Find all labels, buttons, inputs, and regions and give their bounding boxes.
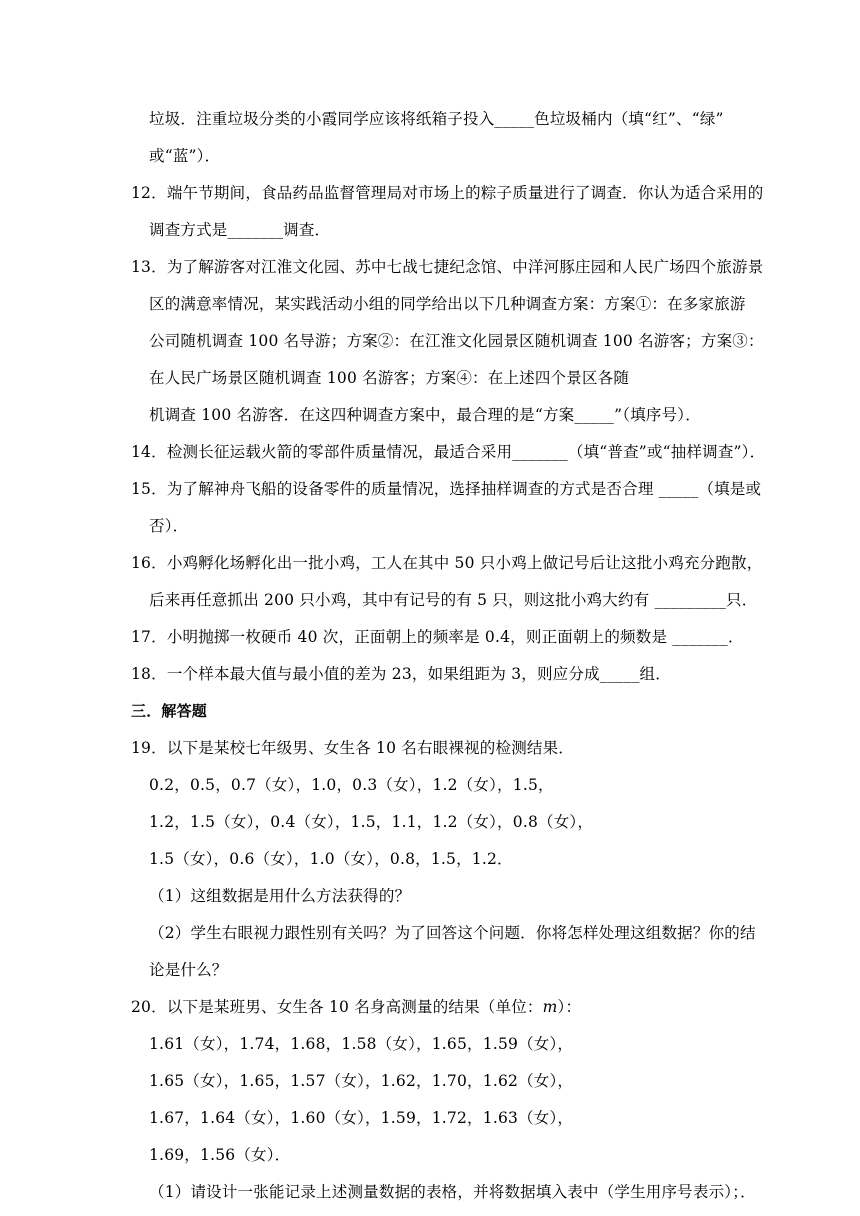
question-18: 18．一个样本最大值与最小值的差为 23，如果组距为 3，则应分成_____组． xyxy=(131,665,671,683)
question-20 xyxy=(131,996,581,1018)
question-12-line1: 12．端午节期间，食品药品监督管理局对市场上的粽子质量进行了调查．你认为适合采用的 xyxy=(131,184,764,202)
question-16-line2: 后来再任意抓出 200 只小鸡，其中有记号的有 5 只，则这批小鸡大约有 _________只． xyxy=(149,591,758,609)
question-19-sub1: （1）这组数据是用什么方法获得的？ xyxy=(149,887,411,905)
question-12-line2: 调查方式是_______调查． xyxy=(149,221,331,239)
question-20-text: 20．以下是某班男、女生各 10 名身高测量的结果（单位： xyxy=(131,998,543,1016)
question-14: 14．检测长征运载火箭的零部件质量情况，最适合采用_______（填“普查”或“抽样调查”）． xyxy=(131,443,766,461)
question-13-line4: 在人民广场景区随机调查 100 名游客；方案④：在上述四个景区各随 xyxy=(149,369,630,387)
q11-continuation-line1: 垃圾．注重垃圾分类的小霞同学应该将纸箱子投入_____色垃圾桶内（填“红”、“绿” xyxy=(149,110,724,128)
question-20-data-line3: 1.67，1.64（女），1.60（女），1.59，1.72，1.63（女）， xyxy=(149,1109,574,1127)
question-20-text-end: ）： xyxy=(557,998,582,1016)
question-20-sub1: （1）请设计一张能记录上述测量数据的表格，并将数据填入表中（学生用序号表示）；． xyxy=(149,1183,756,1201)
question-13-line3: 公司随机调查 100 名导游；方案②：在江淮文化园景区随机调查 100 名游客；方案③： xyxy=(149,332,764,350)
section-heading-answers: 三．解答题 xyxy=(131,702,208,720)
question-19-sub2-line1: （2）学生右眼视力跟性别有关吗？为了回答这个问题．你将怎样处理这组数据？你的结 xyxy=(149,924,756,942)
question-13-line5: 机调查 100 名游客．在这四种调查方案中，最合理的是“方案_____”（填序号）． xyxy=(149,406,701,424)
question-19-data-line3: 1.5（女），0.6（女），1.0（女），0.8，1.5，1.2． xyxy=(149,850,513,868)
question-13-line2: 区的满意率情况，某实践活动小组的同学给出以下几种调查方案：方案①：在多家旅游 xyxy=(149,295,746,313)
question-13-line1: 13．为了解游客对江淮文化园、苏中七战七捷纪念馆、中洋河豚庄园和人民广场四个旅游景 xyxy=(131,258,764,276)
question-16-line1: 16．小鸡孵化场孵化出一批小鸡，工人在其中 50 只小鸡上做记号后让这批小鸡充分跑散， xyxy=(131,554,763,572)
question-19: 19．以下是某校七年级男、女生各 10 名右眼裸视的检测结果． xyxy=(131,739,575,757)
question-20-data-line1: 1.61（女），1.74，1.68，1.58（女），1.65，1.59（女）， xyxy=(149,1035,574,1053)
q11-continuation-line2: 或“蓝”）． xyxy=(149,147,221,165)
question-20-unit: m xyxy=(542,998,558,1016)
question-17: 17．小明抛掷一枚硬币 40 次，正面朝上的频率是 0.4，则正面朝上的频数是 _______． xyxy=(131,628,744,646)
question-20-data-line2: 1.65（女），1.65，1.57（女），1.62，1.70，1.62（女）， xyxy=(149,1072,574,1090)
question-19-data-line1: 0.2，0.5，0.7（女），1.0，0.3（女），1.2（女），1.5， xyxy=(149,776,554,794)
question-15-line2: 否）． xyxy=(149,517,189,535)
question-19-sub2-line2: 论是什么？ xyxy=(149,961,228,979)
question-19-data-line2: 1.2，1.5（女），0.4（女），1.5，1.1，1.2（女），0.8（女）， xyxy=(149,813,594,831)
question-20-data-line4: 1.69，1.56（女）． xyxy=(149,1146,291,1164)
question-15-line1: 15．为了解神舟飞船的设备零件的质量情况，选择抽样调查的方式是否合理 _____（填是或 xyxy=(131,480,762,498)
